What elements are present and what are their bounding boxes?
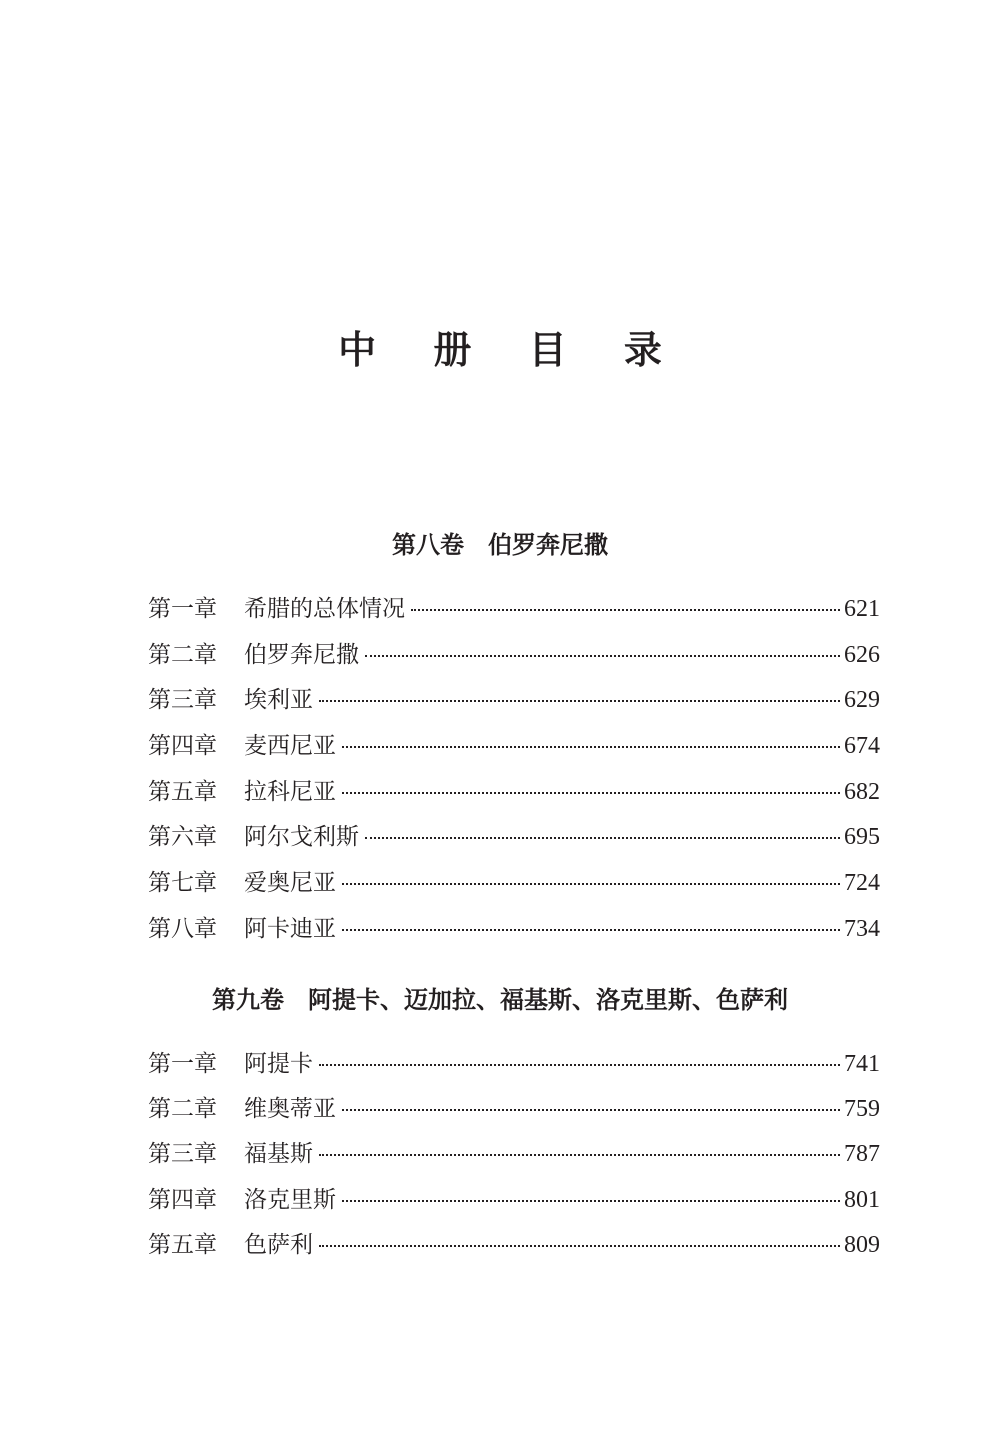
chapter-number: 第八章 (148, 915, 217, 942)
page-number: 809 (844, 1231, 880, 1258)
page-number: 801 (844, 1186, 880, 1213)
dot-leader (342, 1200, 840, 1202)
chapter-title: 福基斯 (244, 1141, 313, 1168)
toc-entry[interactable] (148, 773, 880, 819)
chapter-title: 阿卡迪亚 (244, 915, 336, 942)
page-number: 682 (844, 778, 880, 805)
chapter-number: 第六章 (148, 824, 217, 851)
toc-list (148, 1045, 880, 1271)
dot-leader (342, 746, 840, 748)
page-number: 674 (844, 733, 880, 760)
chapter-title: 麦西尼亚 (244, 733, 336, 760)
chapter-title: 阿尔戈利斯 (244, 824, 359, 851)
toc-entry[interactable] (148, 727, 880, 773)
chapter-number: 第一章 (148, 596, 217, 622)
page-number: 626 (844, 641, 880, 668)
volume-heading: 第八卷 伯罗奔尼撒 (392, 531, 608, 559)
dot-leader (342, 929, 840, 931)
volume-heading: 第九卷 阿提卡、迈加拉、福基斯、洛克里斯、色萨利 (212, 986, 788, 1014)
chapter-number: 第七章 (148, 870, 217, 897)
chapter-number: 第五章 (148, 778, 217, 805)
toc-entry[interactable] (148, 1181, 880, 1226)
page-number: 724 (844, 870, 880, 897)
chapter-title: 希腊的总体情况 (244, 596, 405, 622)
chapter-number: 第三章 (148, 687, 217, 714)
page-title: 中 册 目 录 (338, 328, 684, 372)
page-number: 695 (844, 824, 880, 851)
chapter-number: 第三章 (148, 1141, 217, 1168)
toc-entry[interactable] (148, 1226, 880, 1271)
toc-list (148, 590, 880, 956)
chapter-number: 第四章 (148, 1186, 217, 1213)
toc-entry[interactable] (148, 1090, 880, 1135)
toc-entry[interactable] (148, 864, 880, 910)
toc-entry[interactable] (148, 636, 880, 682)
chapter-title: 阿提卡 (244, 1051, 313, 1077)
toc-entry[interactable] (148, 1135, 880, 1180)
chapter-title: 拉科尼亚 (244, 778, 336, 805)
chapter-number: 第一章 (148, 1051, 217, 1077)
chapter-title: 埃利亚 (244, 687, 313, 714)
toc-entry[interactable] (148, 910, 880, 956)
chapter-number: 第五章 (148, 1231, 217, 1258)
dot-leader (319, 1064, 840, 1066)
toc-entry[interactable] (148, 590, 880, 636)
dot-leader (342, 1109, 840, 1111)
chapter-title: 爱奥尼亚 (244, 870, 336, 897)
dot-leader (342, 792, 840, 794)
chapter-title: 洛克里斯 (244, 1186, 336, 1213)
chapter-number: 第二章 (148, 641, 217, 668)
dot-leader (342, 883, 840, 885)
page-number: 741 (844, 1051, 880, 1077)
page-number: 759 (844, 1096, 880, 1123)
chapter-title: 色萨利 (244, 1231, 313, 1258)
dot-leader (319, 700, 840, 702)
dot-leader (365, 655, 840, 657)
chapter-title: 伯罗奔尼撒 (244, 641, 359, 668)
page-number: 787 (844, 1141, 880, 1168)
chapter-number: 第四章 (148, 733, 217, 760)
dot-leader (319, 1154, 840, 1156)
page-number: 734 (844, 915, 880, 942)
page-number: 621 (844, 596, 880, 622)
dot-leader (411, 609, 840, 611)
toc-entry[interactable] (148, 681, 880, 727)
toc-entry[interactable] (148, 1045, 880, 1090)
chapter-title: 维奥蒂亚 (244, 1096, 336, 1123)
chapter-number: 第二章 (148, 1096, 217, 1123)
toc-entry[interactable] (148, 818, 880, 864)
dot-leader (365, 837, 840, 839)
page-number: 629 (844, 687, 880, 714)
dot-leader (319, 1245, 840, 1247)
